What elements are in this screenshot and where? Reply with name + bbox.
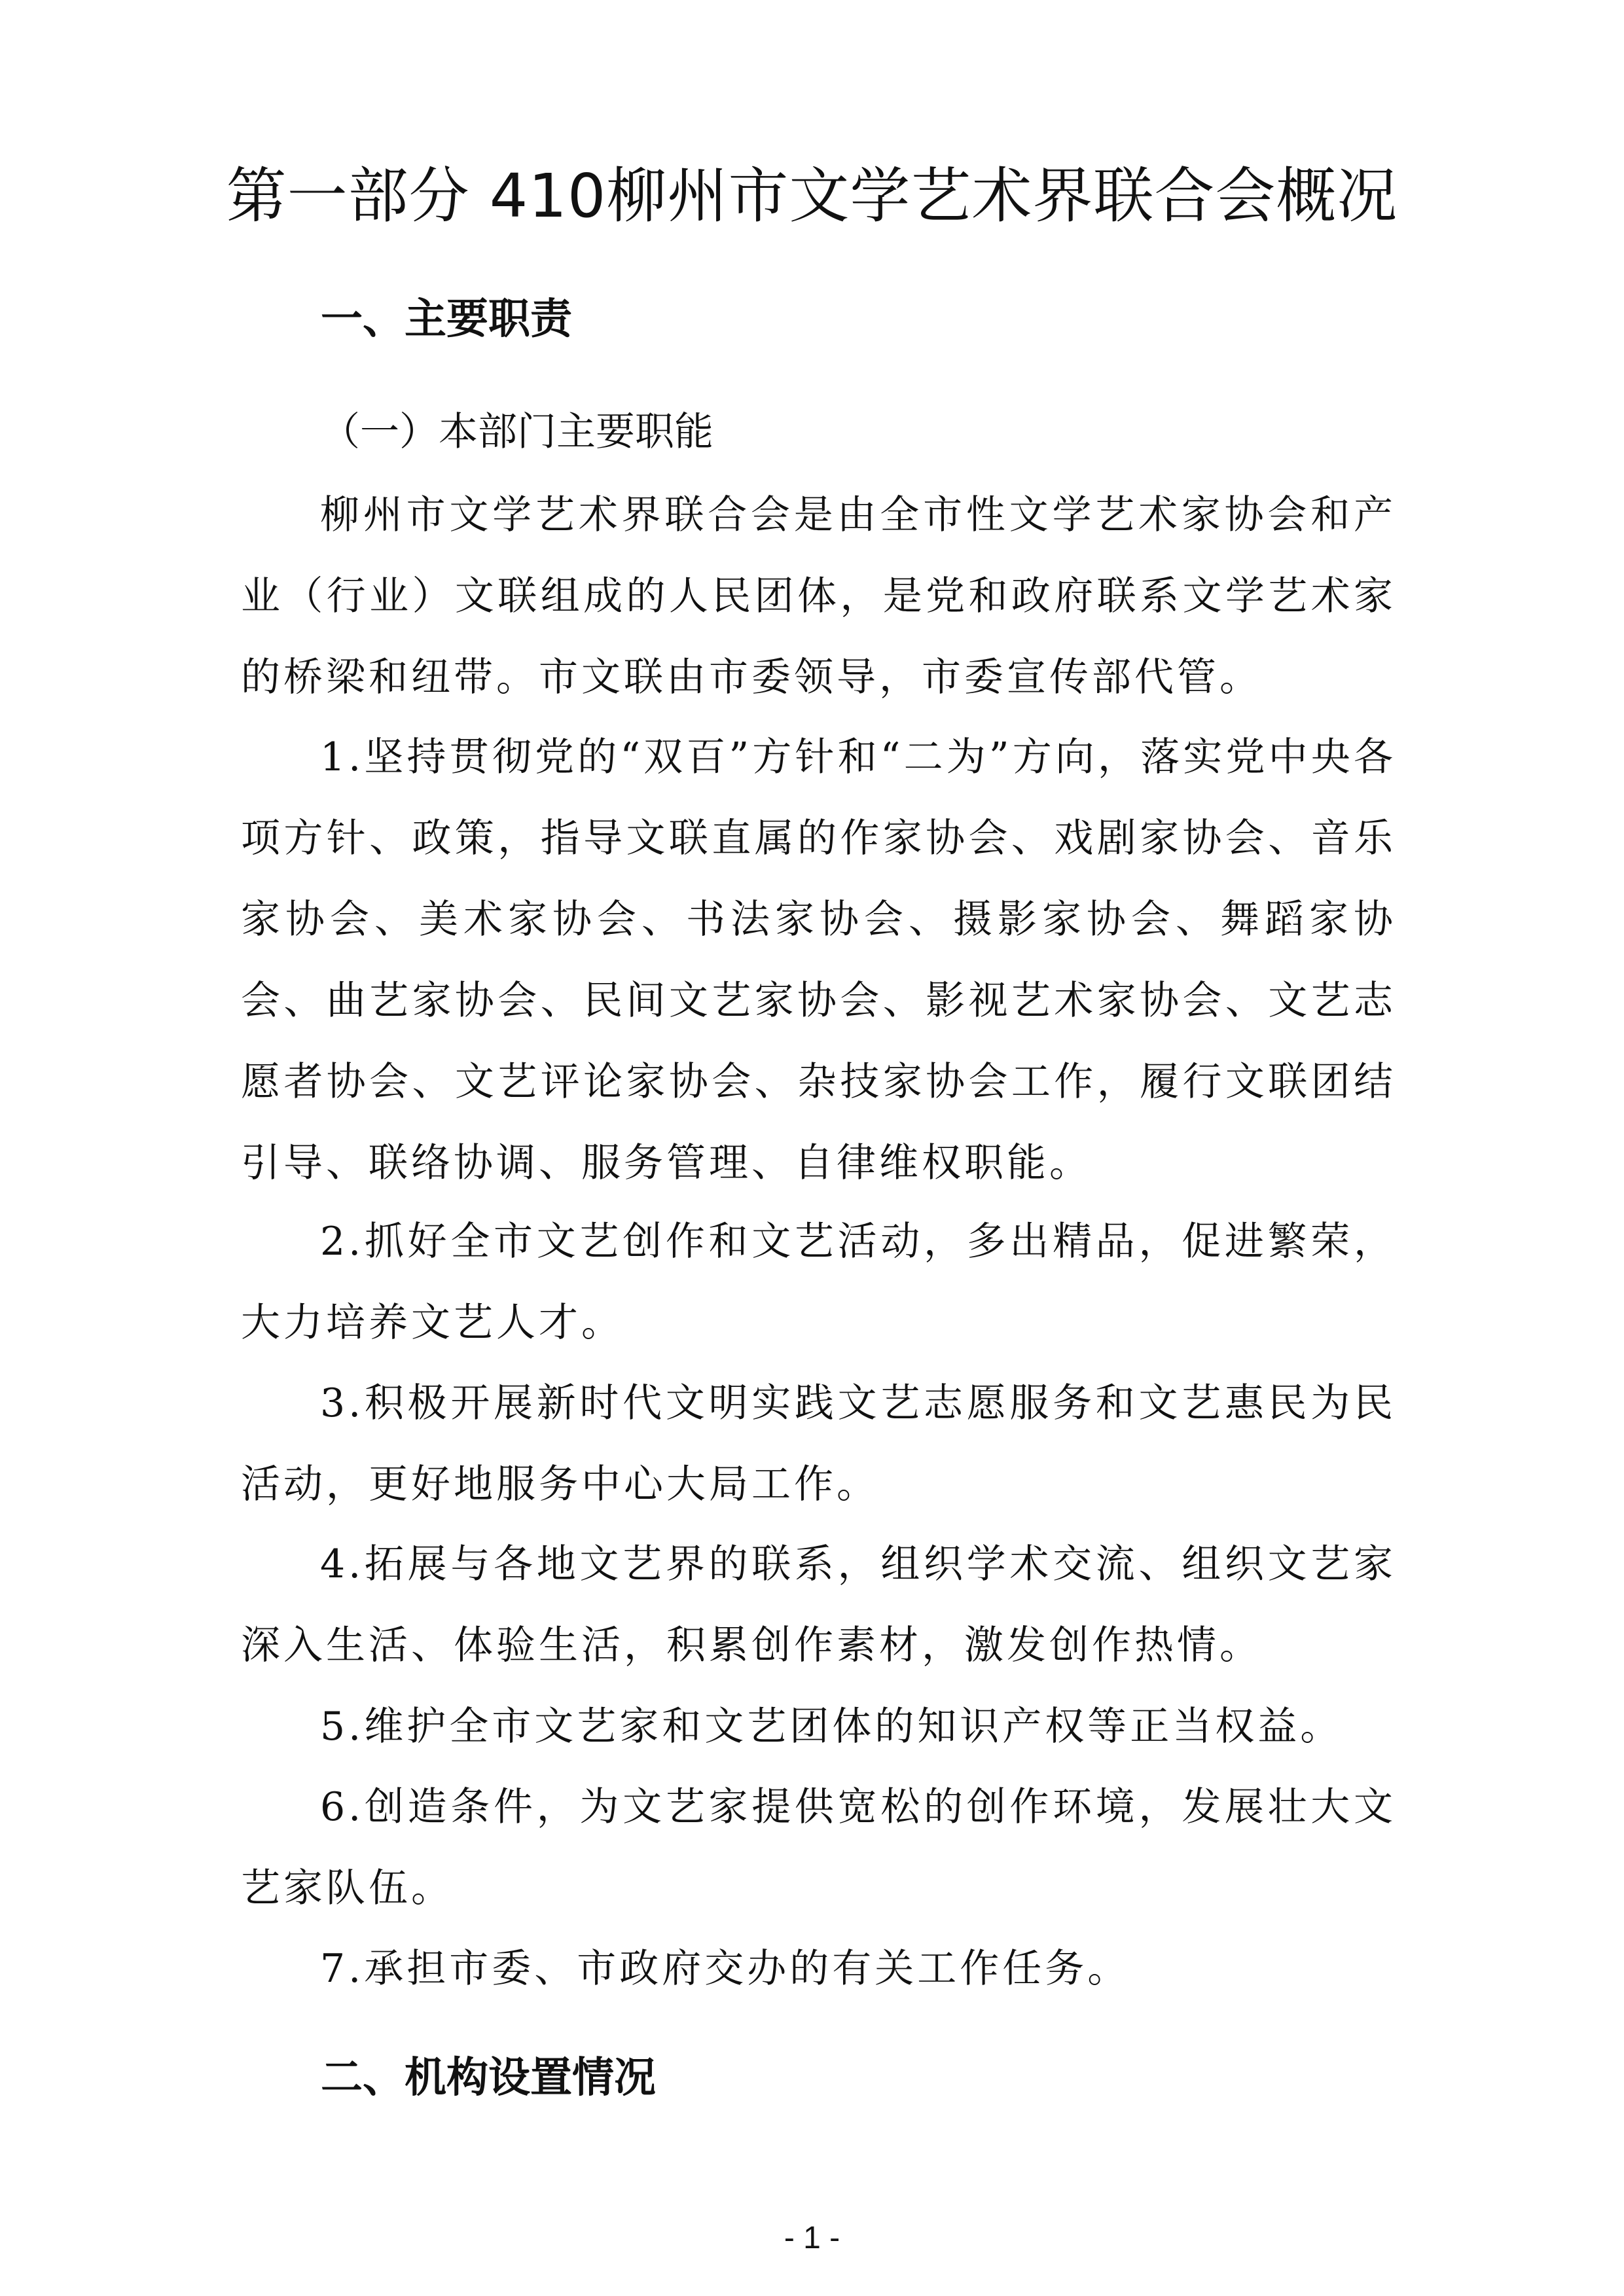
- section-heading-duties: 一、主要职责: [321, 295, 572, 344]
- page-number: - 1 -: [784, 2221, 840, 2255]
- list-item-4: 4.拓展与各地文艺界的联系，组织学术交流、组织文艺家深入生活、体验生活，积累创作素材，激发创作热情。: [241, 1541, 1396, 1668]
- list-item-2: 2.抓好全市文艺创作和文艺活动，多出精品，促进繁荣，大力培养文艺人才。: [241, 1219, 1396, 1346]
- list-item-1: 1.坚持贯彻党的“双百”方针和“二为”方向，落实党中央各项方针、政策，指导文联直属的作家协会、戏剧家协会、音乐家协会、美术家协会、书法家协会、摄影家协会、舞蹈家协会、曲艺家协会、民间文艺家协会、影视艺术家协会、文艺志愿者协会、文艺评论家协会、杂技家协会工作，履行文联团结引导、联络协调、服务管理、自律维权职能。: [241, 734, 1396, 1186]
- section-heading-organization: 二、机构设置情况: [321, 2054, 656, 2102]
- intro-paragraph: 柳州市文学艺术界联合会是由全市性文学艺术家协会和产业（行业）文联组成的人民团体，是党和政府联系文学艺术家的桥梁和纽带。市文联由市委领导，市委宣传部代管。: [241, 492, 1396, 700]
- list-item-3: 3.积极开展新时代文明实践文艺志愿服务和文艺惠民为民活动，更好地服务中心大局工作。: [241, 1380, 1396, 1507]
- list-item-5: 5.维护全市文艺家和文艺团体的知识产权等正当权益。: [320, 1704, 1343, 1749]
- subsection-heading-functions: （一）本部门主要职能: [321, 409, 713, 455]
- page-title: 第一部分 410柳州市文学艺术界联合会概况: [226, 161, 1398, 231]
- list-item-6: 6.创造条件，为文艺家提供宽松的创作环境，发展壮大文艺家队伍。: [241, 1784, 1396, 1911]
- list-item-7: 7.承担市委、市政府交办的有关工作任务。: [320, 1946, 1130, 1992]
